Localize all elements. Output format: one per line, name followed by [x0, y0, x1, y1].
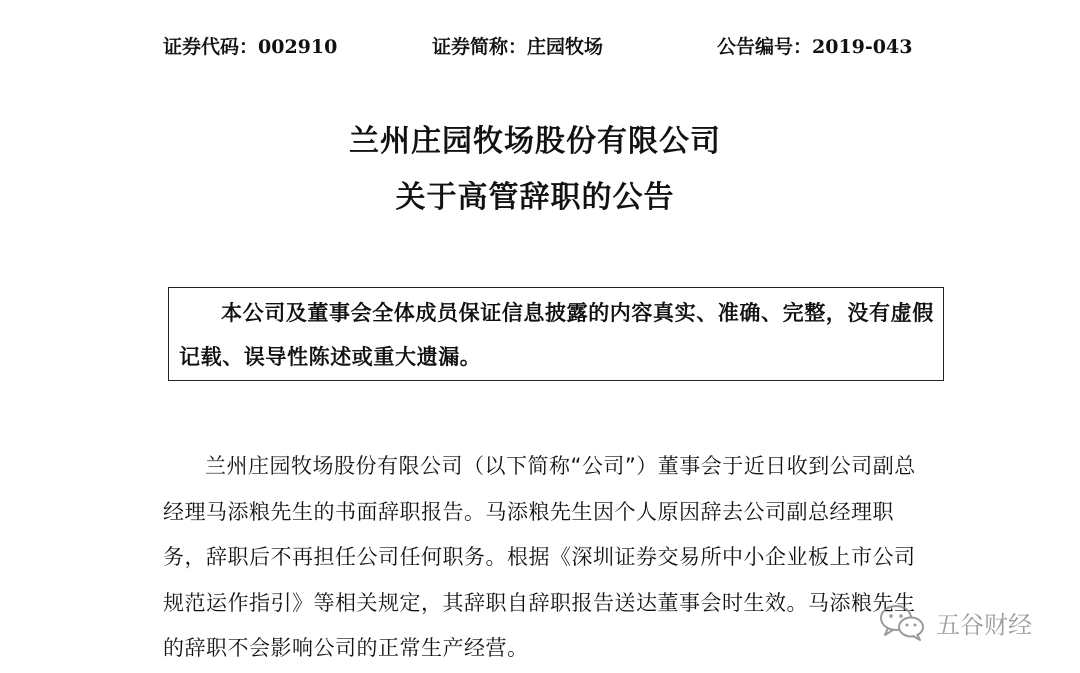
body-paragraph: 兰州庄园牧场股份有限公司（以下简称“公司”）董事会于近日收到公司副总经理马添粮先生的书面辞职报告。马添粮先生因个人原因辞去公司副总经理职务，辞职后不再担任公司任何职务。根据《深圳证券交易所中小企业板上市公司规范运作指引》等相关规定，其辞职自辞职报告送达董事会时生效。马添粮先生的辞职不会影响公司的正常生产经营。 — [163, 454, 916, 660]
notice-number: 公告编号：2019-043 — [717, 36, 913, 58]
company-title: 兰州庄园牧场股份有限公司 — [349, 124, 721, 159]
stock-code: 证券代码：002910 — [163, 36, 338, 58]
document-header — [0, 30, 1080, 64]
stock-short-name: 证券简称：庄园牧场 — [432, 36, 604, 58]
watermark — [878, 602, 1032, 642]
watermark-text: 五谷财经 — [936, 610, 1032, 639]
disclosure-statement-box: 本公司及董事会全体成员保证信息披露的内容真实、准确、完整，没有虚假记载、误导性陈述或重大遗漏。 — [168, 287, 944, 381]
announcement-title: 关于高管辞职的公告 — [395, 180, 675, 215]
wechat-icon — [878, 602, 926, 642]
announcement-body — [163, 444, 919, 672]
